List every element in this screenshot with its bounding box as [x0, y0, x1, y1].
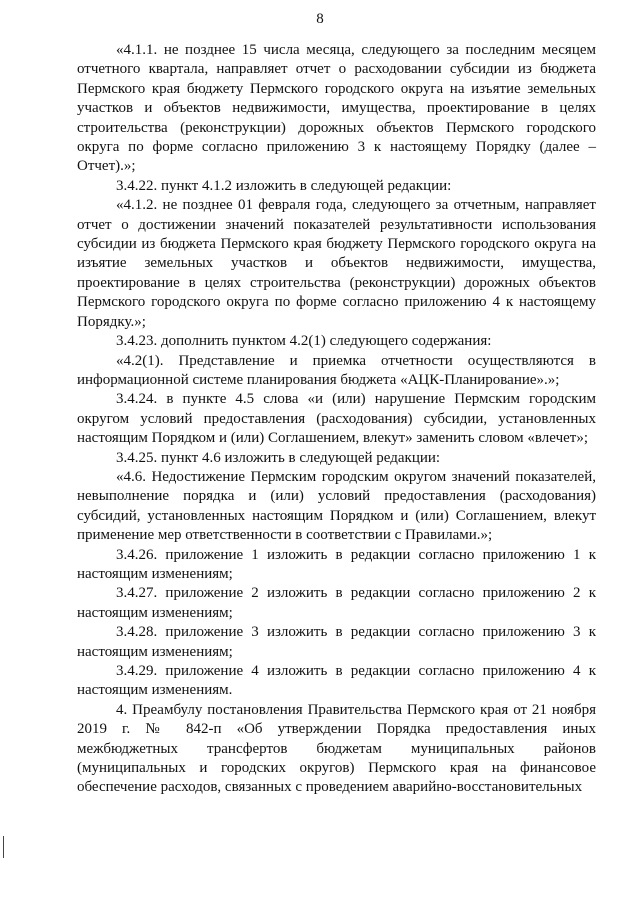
paragraph-3-4-22: 3.4.22. пункт 4.1.2 изложить в следующей редакции:: [116, 177, 452, 194]
paragraph-3-4-28: 3.4.28. приложение 3 изложить в редакции согласно приложению 3 к настоящим изменениям;: [77, 624, 596, 660]
page-number: 8: [316, 11, 324, 27]
paragraph-3-4-26: 3.4.26. приложение 1 изложить в редакции согласно приложению 1 к настоящим изменениям;: [77, 546, 596, 582]
paragraph-4-preamble: 4. Преамбулу постановления Правительства Пермского края от 21 ноября 2019 г. № 842-п «Об утверждении Порядка предоставления иных межбюджетных трансфертов бюджетам муниципальных районов (муниципальных и городских округов) Пермского края на финансовое обеспечение расходов, связанных с проведением аварийно-восстановительных: [77, 701, 596, 796]
paragraph-3-4-29: 3.4.29. приложение 4 изложить в редакции согласно приложению 4 к настоящим изменениям.: [77, 663, 596, 699]
paragraph-3-4-25: 3.4.25. пункт 4.6 изложить в следующей редакции:: [116, 449, 441, 466]
paragraph-3-4-24: 3.4.24. в пункте 4.5 слова «и (или) нарушение Пермским городским округом условий предоставления (расходования) субсидии, установленных настоящим Порядком и (или) Соглашением, влекут» заменить словом «влечет»;: [77, 391, 596, 447]
paragraph-4-6: «4.6. Недостижение Пермским городским округом значений показателей, невыполнение порядка и (или) условий предоставления (расходования) субсидий, установленных настоящим Порядком и (или) Соглашением, влекут применение мер ответственности в соответствии с Правилами.»;: [77, 468, 596, 544]
paragraph-4-2-1: «4.2(1). Представление и приемка отчетности осуществляются в информационной системе планирования бюджета «АЦК-Планирование».»;: [77, 352, 596, 388]
paragraph-4-1-1: «4.1.1. не позднее 15 числа месяца, следующего за последним месяцем отчетного квартала, направляет отчет о расходовании субсидии из бюджета Пермского края бюджету Пермского городского округа на изъятие земельных участков и объектов недвижимости, имущества, проектирование в целях строительства (реконструкции) дорожных объектов Пермского городского округа по форме согласно приложению 3 к настоящему Порядку (далее – Отчет).»;: [77, 42, 596, 175]
paragraph-3-4-23: 3.4.23. дополнить пунктом 4.2(1) следующего содержания:: [116, 333, 492, 350]
paragraph-4-1-2: «4.1.2. не позднее 01 февраля года, следующего за отчетным, направляет отчет о достижении значений показателей результативности использования субсидии из бюджета Пермского края бюджету Пермского городского округа на изъятие земельных участков и объектов недвижимости, имущества, проектирование в целях строительства (реконструкции) дорожных объектов Пермского городского округа по форме согласно приложению 4 к настоящему Порядку.»;: [77, 197, 596, 330]
document-body: [77, 41, 596, 798]
scan-speck: [3, 836, 4, 858]
paragraph-3-4-27: 3.4.27. приложение 2 изложить в редакции согласно приложению 2 к настоящим изменениям;: [77, 585, 596, 621]
